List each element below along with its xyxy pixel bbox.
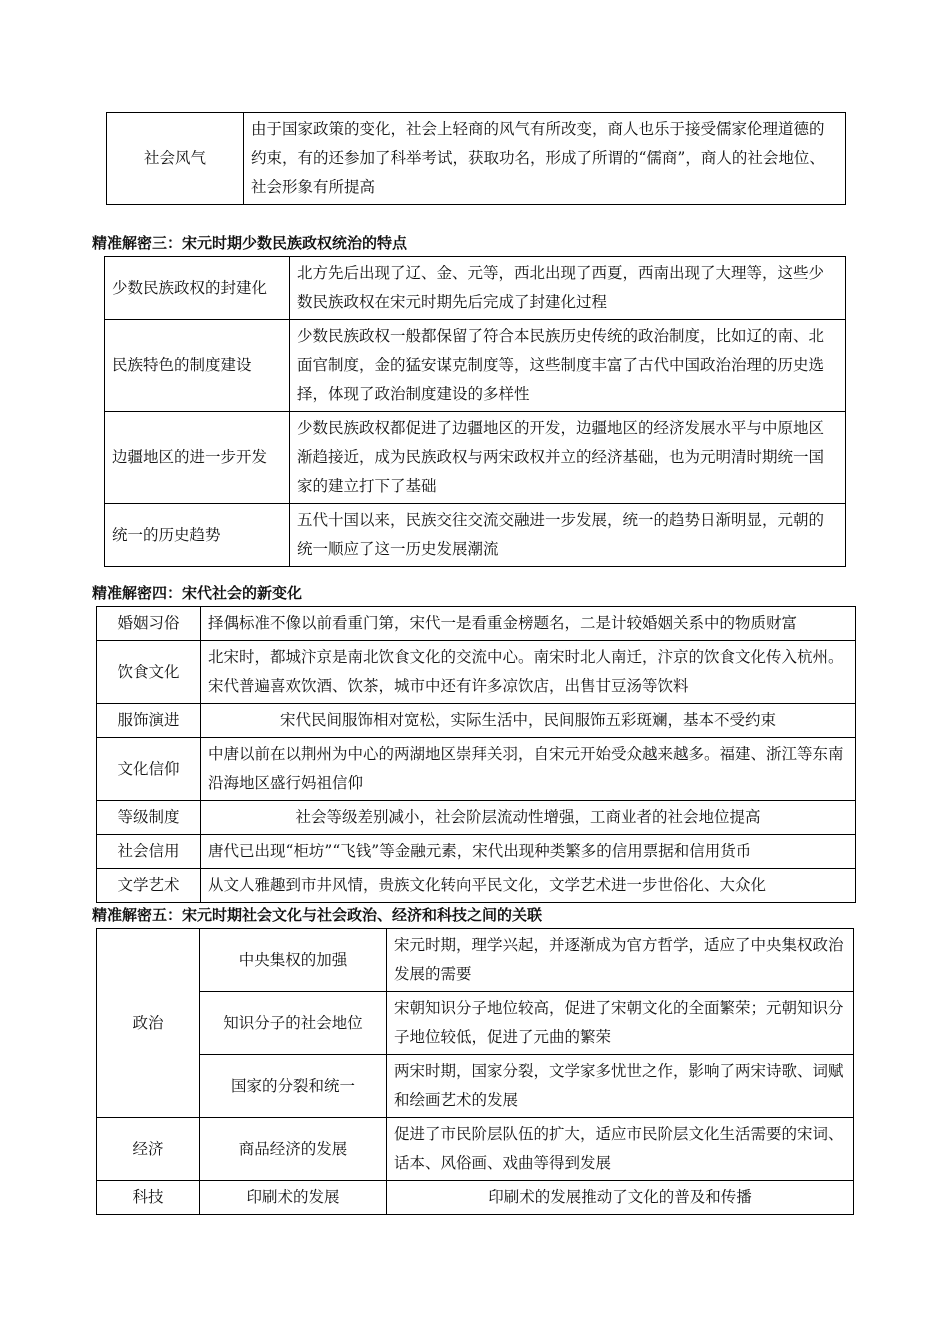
content-cell: 促进了市民阶层队伍的扩大，适应市民阶层文化生活需要的宋词、话本、风俗画、戏曲等得到发展 bbox=[387, 1118, 854, 1181]
row-label: 统一的历史趋势 bbox=[105, 504, 290, 567]
factor-cell: 中央集权的加强 bbox=[200, 929, 387, 992]
table-row bbox=[97, 992, 854, 1055]
table-row bbox=[97, 738, 856, 801]
factor-cell: 国家的分裂和统一 bbox=[200, 1055, 387, 1118]
content-cell: 两宋时期，国家分裂，文学家多忧世之作，影响了两宋诗歌、词赋和绘画艺术的发展 bbox=[387, 1055, 854, 1118]
row-label: 文学艺术 bbox=[97, 869, 201, 903]
row-label: 饮食文化 bbox=[97, 641, 201, 704]
culture-relations-table bbox=[96, 928, 854, 1215]
row-content: 北方先后出现了辽、金、元等，西北出现了西夏，西南出现了大理等，这些少数民族政权在宋元时期先后完成了封建化过程 bbox=[290, 257, 846, 320]
section-4-heading: 精准解密四：宋代社会的新变化 bbox=[92, 584, 303, 602]
table-row bbox=[97, 869, 856, 903]
section-5-heading: 精准解密五：宋元时期社会文化与社会政治、经济和科技之间的关联 bbox=[92, 906, 543, 924]
row-label: 社会信用 bbox=[97, 835, 201, 869]
row-label: 文化信仰 bbox=[97, 738, 201, 801]
row-content: 少数民族政权都促进了边疆地区的开发，边疆地区的经济发展水平与中原地区渐趋接近，成为民族政权与两宋政权并立的经济基础，也为元明清时期统一国家的建立打下了基础 bbox=[290, 412, 846, 504]
content-cell: 宋朝知识分子地位较高，促进了宋朝文化的全面繁荣；元朝知识分子地位较低，促进了元曲的繁荣 bbox=[387, 992, 854, 1055]
row-content: 少数民族政权一般都保留了符合本民族历史传统的政治制度，比如辽的南、北面官制度，金的猛安谋克制度等，这些制度丰富了古代中国政治治理的历史选择，体现了政治制度建设的多样性 bbox=[290, 320, 846, 412]
content-cell: 印刷术的发展推动了文化的普及和传播 bbox=[387, 1181, 854, 1215]
table-row bbox=[97, 835, 856, 869]
row-content: 唐代已出现“柜坊”“飞钱”等金融元素，宋代出现种类繁多的信用票据和信用货币 bbox=[201, 835, 856, 869]
table-row bbox=[105, 504, 846, 567]
category-cell: 政治 bbox=[97, 929, 200, 1118]
table-row bbox=[107, 113, 846, 205]
row-content: 从文人雅趣到市井风情，贵族文化转向平民文化，文学艺术进一步世俗化、大众化 bbox=[201, 869, 856, 903]
factor-cell: 印刷术的发展 bbox=[200, 1181, 387, 1215]
minority-regimes-table bbox=[104, 256, 846, 567]
table-row bbox=[97, 929, 854, 992]
factor-cell: 知识分子的社会地位 bbox=[200, 992, 387, 1055]
category-cell: 科技 bbox=[97, 1181, 200, 1215]
factor-cell: 商品经济的发展 bbox=[200, 1118, 387, 1181]
row-label: 社会风气 bbox=[107, 113, 244, 205]
table-row bbox=[97, 641, 856, 704]
row-content: 北宋时，都城汴京是南北饮食文化的交流中心。南宋时北人南迁，汴京的饮食文化传入杭州。宋代普遍喜欢饮酒、饮茶，城市中还有许多凉饮店，出售甘豆汤等饮料 bbox=[201, 641, 856, 704]
table-row bbox=[97, 704, 856, 738]
row-label: 民族特色的制度建设 bbox=[105, 320, 290, 412]
table-row bbox=[105, 257, 846, 320]
social-custom-table bbox=[106, 112, 846, 205]
row-content: 社会等级差别减小，社会阶层流动性增强，工商业者的社会地位提高 bbox=[201, 801, 856, 835]
row-content: 由于国家政策的变化，社会上轻商的风气有所改变，商人也乐于接受儒家伦理道德的约束，有的还参加了科举考试，获取功名，形成了所谓的“儒商”，商人的社会地位、社会形象有所提高 bbox=[244, 113, 846, 205]
table-row bbox=[97, 607, 856, 641]
table-row bbox=[97, 1118, 854, 1181]
table-row bbox=[97, 1181, 854, 1215]
table-row bbox=[97, 1055, 854, 1118]
table-row bbox=[105, 320, 846, 412]
table-row bbox=[97, 801, 856, 835]
song-society-table bbox=[96, 606, 856, 903]
row-content: 择偶标准不像以前看重门第，宋代一是看重金榜题名，二是计较婚姻关系中的物质财富 bbox=[201, 607, 856, 641]
row-label: 等级制度 bbox=[97, 801, 201, 835]
row-label: 边疆地区的进一步开发 bbox=[105, 412, 290, 504]
row-label: 婚姻习俗 bbox=[97, 607, 201, 641]
row-label: 少数民族政权的封建化 bbox=[105, 257, 290, 320]
category-cell: 经济 bbox=[97, 1118, 200, 1181]
content-cell: 宋元时期，理学兴起，并逐渐成为官方哲学，适应了中央集权政治发展的需要 bbox=[387, 929, 854, 992]
table-row bbox=[105, 412, 846, 504]
section-3-heading: 精准解密三：宋元时期少数民族政权统治的特点 bbox=[92, 234, 408, 252]
row-content: 宋代民间服饰相对宽松，实际生活中，民间服饰五彩斑斓，基本不受约束 bbox=[201, 704, 856, 738]
row-content: 五代十国以来，民族交往交流交融进一步发展，统一的趋势日渐明显，元朝的统一顺应了这一历史发展潮流 bbox=[290, 504, 846, 567]
row-content: 中唐以前在以荆州为中心的两湖地区崇拜关羽，自宋元开始受众越来越多。福建、浙江等东南沿海地区盛行妈祖信仰 bbox=[201, 738, 856, 801]
row-label: 服饰演进 bbox=[97, 704, 201, 738]
